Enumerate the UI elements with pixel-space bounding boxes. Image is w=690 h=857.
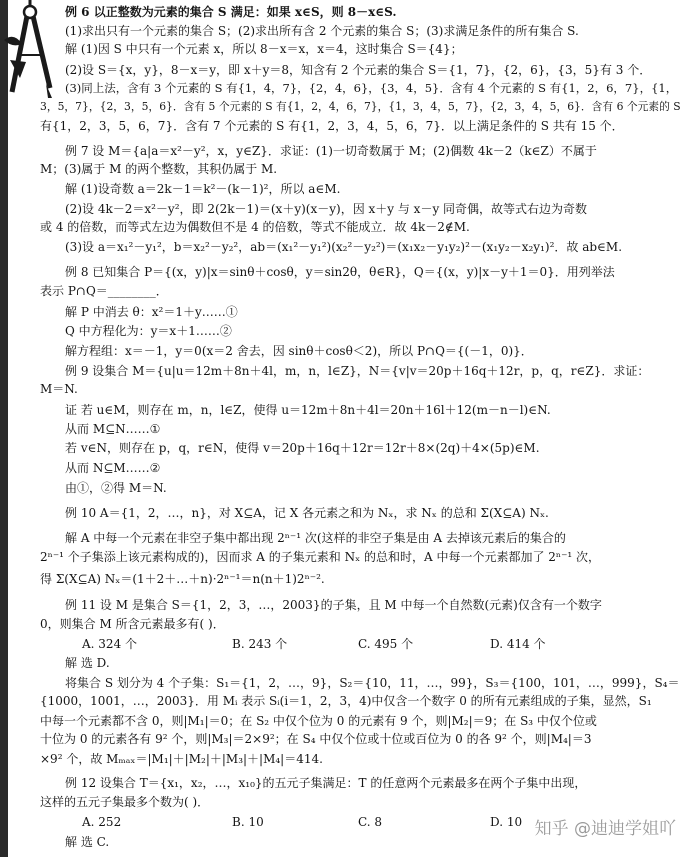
text-line: 表示 P∩Q＝________． [40,284,168,298]
text-line: 有{1，2，3，5，6，7}．含有 7 个元素的 S 有{1，2，3，4，5，6，7}．以上满足条件的 S 共有 15 个． [40,119,624,133]
text-line: {1000，1001，…，2003}．用 Mᵢ 表示 Sᵢ(i＝1，2，3，4)中仅含一个数字 0 的所有元素组成的子集，显然，S₁ [40,694,652,708]
text-line: 例 7 设 M＝{a|a＝x²－y²，x，y∈Z}．求证：(1)一切奇数属于 M；(2)偶数 4k－2（k∈Z）不属于 [65,144,597,158]
option-a: A. 252 [82,815,122,829]
text-line: M＝N. [40,382,78,396]
text-line: 解 (1)因 S 中只有一个元素 x，所以 8－x＝x，x＝4，这时集合 S＝{4}； [65,42,463,56]
text-line: 从而 M⊆N……① [65,422,161,436]
text-line: Q 中方程化为：y＝x＋1……② [65,324,232,338]
text-line: (3)同上法，含有 3 个元素的 S 有{1，4，7}，{2，4，6}，{3，4，5}．含有 4 个元素的 S 有{1，2，6，7}，{1， [65,81,678,95]
text-line: 解 P 中消去 θ：x²＝1＋y……① [65,305,238,319]
text-line: (3)设 a＝x₁²－y₁²，b＝x₂²－y₂²，ab＝(x₁²－y₁²)(x₂²－y₂²)＝(x₁x₂－y₁y₂)²－(x₁y₂－x₂y₁)²．故 ab∈M. [65,240,623,254]
page-binding-edge [0,0,8,857]
text-line: 解 选 C. [65,835,110,849]
text-line: (2)设 4k－2＝x²－y²，即 2(2k－1)＝(x＋y)(x－y)，因 x＋y 与 x－y 同奇偶，故等式右边为奇数 [65,202,588,216]
text-line: 解 (1)设奇数 a＝2k－1＝k²－(k－1)²，所以 a∈M. [65,182,341,196]
option-a: A. 324 个 [82,637,138,651]
text-line: 证 若 u∈M，则存在 m，n，l∈Z，使得 u＝12m＋8n＋4l＝20n＋16l＋12(m－n－l)∈N. [65,403,551,417]
text-line: 或 4 的倍数，而等式左边为偶数但不是 4 的倍数，等式不能成立．故 4k－2∉M. [40,220,470,234]
text-line: 2ⁿ⁻¹ 个子集添上该元素构成的)，因而求 A 的子集元素和 Nₓ 的总和时，A 中每一个元素都加了 2ⁿ⁻¹ 次， [40,550,601,564]
option-b: B. 10 [232,815,264,829]
text-line: 十位为 0 的元素各有 9² 个，则|M₃|＝2×9²；在 S₄ 中仅个位或十位或百位为 0 的各 9² 个，则|M₄|＝3 [40,732,592,746]
text-line: 例 11 设 M 是集合 S＝{1，2，3，…，2003}的子集，且 M 中每一个自然数(元素)仅含有一个数字 [65,598,602,612]
text-line: (2)设 S＝{x，y}，8－x＝y，即 x＋y＝8，知含有 2 个元素的集合 S＝{1，7}，{2，6}，{3，5}有 3 个． [65,63,652,77]
text-line: 得 Σ(X⊆A) Nₓ＝(1＋2＋…＋n)·2ⁿ⁻¹＝n(n＋1)2ⁿ⁻². [40,572,325,586]
text-line: 将集合 S 划分为 4 个子集：S₁＝{1，2，…，9}，S₂＝{10，11，…，99}，S₃＝{100，101，…，999}，S₄＝ [65,676,680,690]
option-c: C. 8 [358,815,383,829]
text-line: 解方程组：x＝－1，y＝0(x＝2 舍去，因 sinθ＋cosθ＜2)，所以 P∩Q＝{(－1，0)}． [65,344,533,358]
option-d: D. 10 [490,815,523,829]
text-line: 例 12 设集合 T＝{x₁，x₂，…，x₁₀}的五元子集满足：T 的任意两个元素最多在两个子集中出现， [65,776,587,790]
text-line: 解 A 中每一个元素在非空子集中都出现 2ⁿ⁻¹ 次(这样的非空子集是由 A 去掉该元素后的集合的 [65,531,566,545]
text-line: 例 10 A＝{1，2，…，n}，对 X⊆A，记 X 各元素之和为 Nₓ，求 Nₓ 的总和 Σ(X⊆A) Nₓ. [65,506,549,520]
text-line: ×9² 个，故 Mₘₐₓ＝|M₁|＋|M₂|＋|M₃|＋|M₄|＝414. [40,752,323,766]
text-line: 中每一个元素都不含 0，则|M₁|＝0；在 S₂ 中仅个位为 0 的元素有 9 个，则|M₂|＝9；在 S₃ 中仅个位或 [40,714,597,728]
text-line: 0，则集合 M 所含元素最多有( )． [40,617,225,631]
option-b: B. 243 个 [232,637,288,651]
text-line: 若 v∈N，则存在 p，q，r∈N，使得 v＝20p＋16q＋12r＝12r＋8×(2q)＋4×(5p)∈M. [65,441,540,455]
text-line: (1)求出只有一个元素的集合 S；(2)求出所有含 2 个元素的集合 S；(3)求满足条件的所有集合 S. [65,24,579,38]
text-line: 由①，②得 M＝N. [65,481,167,495]
watermark: 知乎 @迪迪学姐吖 [534,819,676,839]
option-d: D. 414 个 [490,637,546,651]
text-line: 这样的五元子集最多个数为( )． [40,795,210,809]
text-line: M；(3)属于 M 的两个整数，其积仍属于 M. [40,162,278,176]
text-line: 从而 N⊆M……② [65,461,161,475]
text-line: 例 9 设集合 M＝{u|u＝12m＋8n＋4l，m，n，l∈Z}，N＝{v|v＝20p＋16q＋12r，p，q，r∈Z}．求证： [65,364,650,378]
compass-icon [0,0,62,100]
text-line: 例 6 以正整数为元素的集合 S 满足：如果 x∈S，则 8－x∈S. [65,5,397,19]
text-line: 例 8 已知集合 P＝{(x，y)|x＝sinθ＋cosθ，y＝sin2θ，θ∈R}，Q＝{(x，y)|x－y＋1＝0}．用列举法 [65,265,615,279]
text-line: 3，5，7}，{2，3，5，6}．含有 5 个元素的 S 有{1，2，4，6，7}，{1，3，4，5，7}，{2，3，4，5，6}．含有 6 个元素的 S [40,100,681,113]
text-line: 解 选 D. [65,656,110,670]
option-c: C. 495 个 [358,637,414,651]
